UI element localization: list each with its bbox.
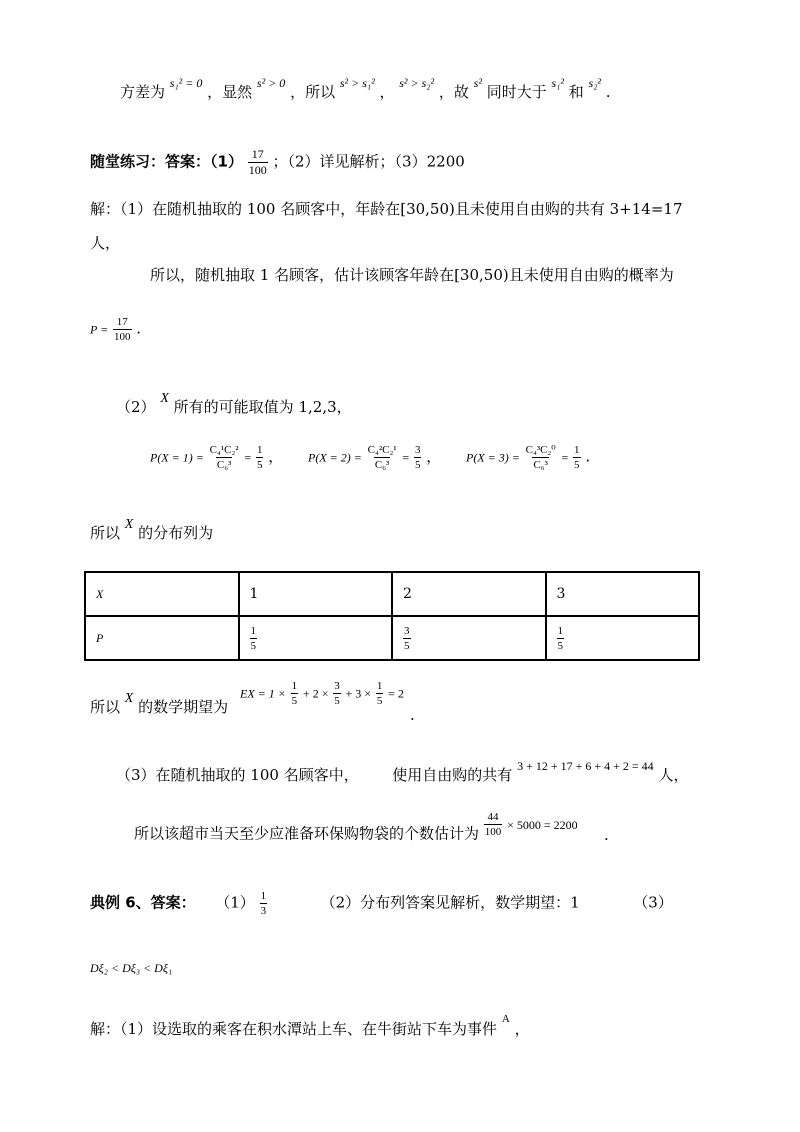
math-s2-gt-s1: s² > s₁² (339, 76, 375, 90)
prob-x3-frac: $\frac{\text{C₄³C₂⁰}}{\text{C₆³}}$ (525, 444, 556, 471)
distribution-intro: 所以 X 的分布列为 (90, 517, 214, 542)
solution1-line1: 解：（1）在随机抽取的 100 名顾客中，年龄在[30,50)且未使用自由购的共有 3+14=17 (90, 200, 683, 218)
practice-fraction: $\frac{17}{100}$ (248, 147, 267, 177)
math-s2-gt-0: s² > 0 (256, 76, 286, 90)
expectation-end: . (410, 706, 415, 724)
prob-x2-frac: $\frac{\text{C₄²C₂¹}}{\text{C₆³}}$ (367, 444, 397, 471)
solution2-intro: （2） X 所有的可能取值为 1,2,3， (116, 391, 352, 416)
table-fraction: $\frac{1}{5}$ (557, 624, 563, 652)
probability-formula: P = $\frac{17}{100}$ . (90, 316, 142, 343)
example6-label: 典例 6、答案： (90, 893, 196, 912)
prob-x1: P(X = 1) = $\frac{\text{C₄¹C₂²}}{\text{C₆³}}$ = $\frac{1}{5}$ ， (150, 444, 284, 471)
table-cell: P (85, 616, 239, 660)
prob-x2-result: $\frac{3}{5}$ (414, 444, 421, 471)
variance-inequality: Dξ₂ < Dξ₃ < Dξ₁ (90, 961, 173, 975)
math-s2-gt-s2: s² > s₂² (399, 76, 435, 90)
solution3-end: . (604, 826, 609, 844)
var-x: X (160, 391, 169, 406)
table-fraction: $\frac{1}{5}$ (250, 624, 256, 652)
solution1-line3: 所以，随机抽取 1 名顾客，估计该顾客年龄在[30,50)且未使用自由购的概率为 (150, 266, 674, 284)
exp-frac-2: $\frac{3}{5}$ (334, 680, 340, 707)
table-cell: 1 (239, 572, 393, 616)
prob-x2: P(X = 2) = $\frac{\text{C₄²C₂¹}}{\text{C₆³}}$ = $\frac{3}{5}$ ， (308, 444, 442, 471)
solution1-line2: 人， (90, 234, 121, 252)
example6-answer: 典例 6、答案： （1） $\frac{1}{3}$ （2）分布列答案见解析，数学期望：1 （3） (90, 890, 673, 917)
prob-x1-result: $\frac{1}{5}$ (256, 444, 263, 471)
math-s2sq: s₂² (588, 76, 601, 90)
practice-answer: 随堂练习：答案：（1） $\frac{17}{100}$ ；（2）详见解析；（3）2200 (90, 147, 465, 177)
table-cell (392, 616, 546, 660)
table-fraction: $\frac{3}{5}$ (404, 624, 410, 652)
solution3-line2: 所以该超市当天至少应准备环保购物袋的个数估计为 $\frac{44}{100}$ $^{\times 5000 = 2200}$ (134, 811, 578, 843)
sum-formula: 3 + 12 + 17 + 6 + 4 + 2 = 44 (517, 759, 654, 773)
practice-label: 随堂练习：答案：（1） (90, 152, 243, 171)
math-s1sq-zero: s₁² = 0 (169, 76, 203, 90)
table-cell: X (85, 572, 239, 616)
math-s2: s² (473, 76, 482, 90)
table-cell (546, 616, 700, 660)
solution3-line1: （3）在随机抽取的 100 名顾客中， 使用自由购的共有 $^{3 + 12 + 17 + 6 + 4 + 2 = 44}$ 人， (116, 759, 689, 784)
table-cell: 2 (392, 572, 546, 616)
exp-frac-1: $\frac{1}{5}$ (291, 680, 298, 707)
solution-event-a: 解：（1）设选取的乘客在积水潭站上车、在牛街站下车为事件 $^A$ ， (90, 1013, 530, 1038)
event-a: A (501, 1013, 510, 1025)
variance-line: 方差为 $^{s_1^2 = 0}$ ，显然 $^{s^2 > 0}$ ，所以 $^{s^2 > s_1^2}$ ， $^{s^2 > s_2^2}$ ，故 $^{s^2}$ 同时大于 $^{s_1^2}$ 和 $^{s_2^2}$ . (120, 76, 611, 101)
table-cell (239, 616, 393, 660)
expectation-text: 所以 X 的数学期望为 (90, 691, 229, 716)
prob-x3-result: $\frac{1}{5}$ (574, 444, 580, 471)
math-s1sq: s₁² (551, 76, 564, 90)
exp-frac-3: $\frac{1}{5}$ (376, 680, 383, 707)
table-cell: 3 (546, 572, 700, 616)
expectation-formula: EX = 1 × $\frac{1}{5}$ + 2 × $\frac{3}{5}$ + 3 × $\frac{1}{5}$ = 2 (240, 680, 404, 707)
distribution-table (84, 571, 700, 661)
probability-fraction: $\frac{17}{100}$ (114, 316, 131, 343)
table-row (85, 616, 699, 660)
prob-x3: P(X = 3) = $\frac{\text{C₄³C₂⁰}}{\text{C₆³}}$ = $\frac{1}{5}$ . (466, 444, 591, 471)
bag-fraction: $\frac{44}{100}$ (484, 811, 502, 838)
prob-x1-frac: $\frac{\text{C₄¹C₂²}}{\text{C₆³}}$ (209, 444, 239, 471)
example6-fraction: $\frac{1}{3}$ (260, 890, 267, 917)
table-row (85, 572, 699, 616)
